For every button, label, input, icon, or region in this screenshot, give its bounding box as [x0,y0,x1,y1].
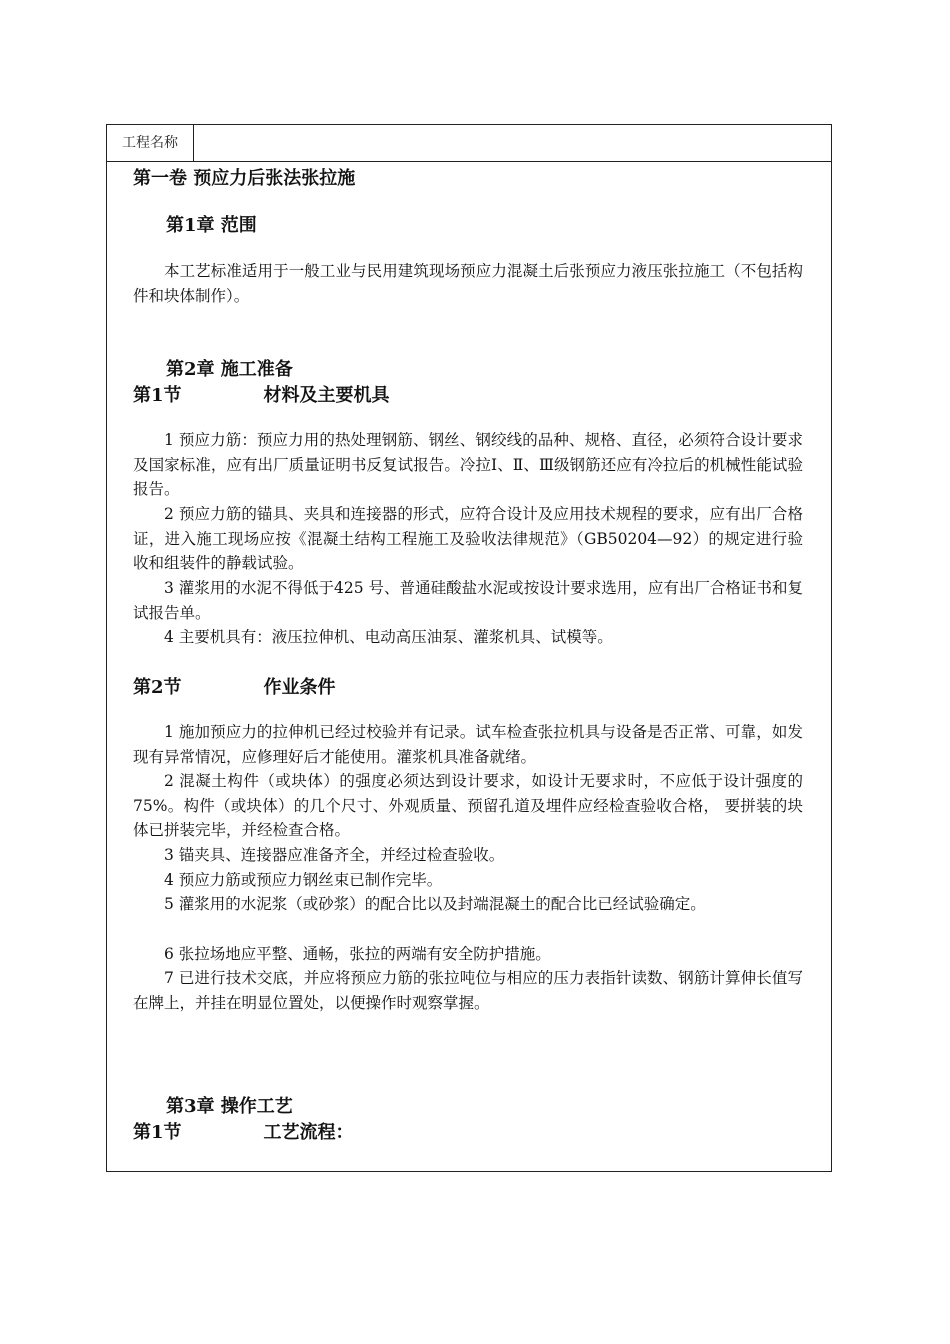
section-2-1-title: 材料及主要机具 [263,385,390,406]
section-3-1-heading [133,1118,354,1144]
section-2-1-item-4: 4 主要机具有：液压拉伸机、电动高压油泵、灌浆机具、试模等。 [164,628,613,646]
section-2-2-item-4: 4 预应力筋或预应力钢丝束已制作完毕。 [164,871,443,889]
section-2-2-title: 作业条件 [263,677,336,698]
section-2-1-heading [133,381,390,407]
chapter-2-title: 第2章 施工准备 [166,359,293,380]
project-name-value[interactable] [194,125,831,161]
section-2-2-item-3: 3 锚夹具、连接器应准备齐全，并经过检查验收。 [164,846,505,864]
section-2-2-item-5: 5 灌浆用的水泥浆（或砂浆）的配合比以及封端混凝土的配合比已经试验确定。 [164,895,706,913]
section-2-1-number: 第1节 [133,385,182,406]
document-frame [106,124,832,1172]
section-2-2-heading [133,673,336,699]
section-2-2-number: 第2节 [133,677,182,698]
section-3-1-number: 第1节 [133,1122,182,1143]
section-3-1-title: 工艺流程： [263,1122,354,1143]
section-2-1-item-1: 1 预应力筋：预应力用的热处理钢筋、钢丝、钢绞线的品种、规格、直径，必须符合设计要求及国家标准，应有出厂质量证明书反复试报告。冷拉Ⅰ、Ⅱ、Ⅲ级钢筋还应有冷拉后的机械性能试验报告。 [133,431,803,499]
section-2-1-item-3: 3 灌浆用的水泥不得低于425 号、普通硅酸盐水泥或按设计要求选用，应有出厂合格证书和复试报告单。 [133,579,803,622]
section-2-2-item-1: 1 施加预应力的拉伸机已经过校验并有记录。试车检查张拉机具与设备是否正常、可靠，如发现有异常情况，应修理好后才能使用。灌浆机具准备就绪。 [133,723,803,766]
chapter-1-paragraph: 本工艺标准适用于一般工业与民用建筑现场预应力混凝土后张预应力液压张拉施工（不包括构件和块体制作）。 [133,262,803,305]
section-2-2-item-7: 7 已进行技术交底，并应将预应力筋的张拉吨位与相应的压力表指针读数、钢筋计算伸长值写在牌上，并挂在明显位置处，以便操作时观察掌握。 [133,969,803,1012]
project-name-row [107,125,831,162]
chapter-3-title: 第3章 操作工艺 [166,1096,293,1117]
section-2-2-item-2: 2 混凝土构件（或块体）的强度必须达到设计要求，如设计无要求时，不应低于设计强度的75%。构件（或块体）的几个尺寸、外观质量、预留孔道及埋件应经检查验收合格， 要拼装的块体已拼装完毕，并经检查合格。 [133,772,803,840]
project-name-label: 工程名称 [107,125,194,161]
chapter-1-title: 第1章 范围 [166,215,257,236]
section-2-1-item-2: 2 预应力筋的锚具、夹具和连接器的形式，应符合设计及应用技术规程的要求，应有出厂合格证，进入施工现场应按《混凝土结构工程施工及验收法律规范》（GB50204—92）的规定进行验收和组装件的静载试验。 [133,505,803,573]
volume-title: 第一卷 预应力后张法张拉施 [133,168,356,189]
section-2-2-item-6: 6 张拉场地应平整、通畅，张拉的两端有安全防护措施。 [164,945,551,963]
